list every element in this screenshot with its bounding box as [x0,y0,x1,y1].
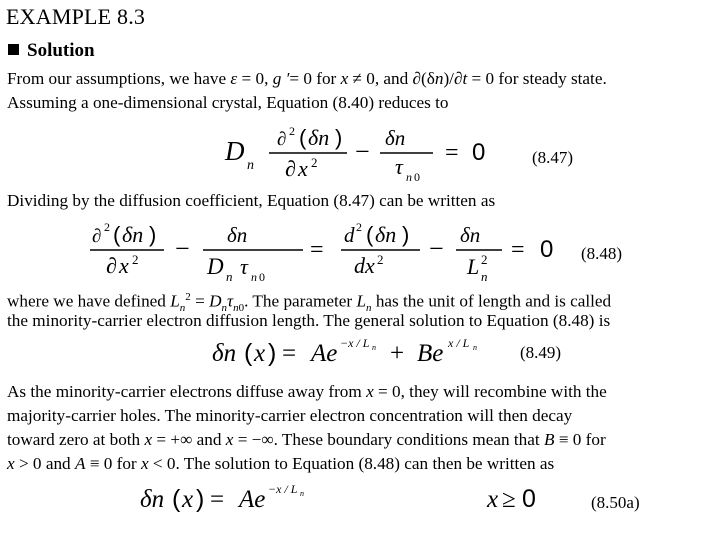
svg-text:D: D [225,136,245,166]
svg-text:∂: ∂ [285,156,296,181]
svg-text:≥: ≥ [502,486,516,513]
text-run: < 0. The solution to Equation (8.48) can then be written as [148,454,555,473]
svg-text:2: 2 [104,220,110,234]
text-run: has the unit of length and is called [371,291,612,311]
variable-n: n [434,69,444,88]
svg-text:n: n [247,158,254,173]
square-bullet-icon [8,44,19,55]
text-run: ≡ 0 for [85,454,141,473]
paragraph-4-line-3 [7,428,719,452]
text-run: = 0 for steady state. [467,69,607,88]
subscript-n: n [233,302,239,315]
subscript-n: n [179,302,186,315]
variable-L: L [356,291,367,311]
text-run: From our assumptions, we have [7,69,231,88]
svg-text:−x / L: −x / L [340,336,370,350]
svg-text:0: 0 [522,485,536,513]
equation-8-47 [225,118,505,188]
svg-text:(: ( [366,222,374,247]
svg-text:d: d [344,223,355,247]
svg-text:D: D [207,254,224,279]
svg-text:x: x [182,486,194,513]
svg-text:δn: δn [212,340,237,367]
text-run: )/∂ [443,69,463,88]
svg-text:δn: δn [308,125,330,150]
svg-text:): ) [335,125,343,150]
subscript-n: n [366,302,372,315]
epsilon-symbol: ε [230,69,238,88]
svg-text:+: + [390,340,405,367]
svg-text:2: 2 [377,252,384,267]
svg-text:Ae: Ae [239,486,266,513]
paragraph-4-line-1 [7,380,719,404]
text-run: ≠ 0, and ∂(δ [348,69,435,88]
svg-text:x: x [298,156,308,181]
subscript-n: n [221,302,227,315]
svg-text:): ) [149,222,157,247]
svg-text:∂: ∂ [106,253,117,278]
text-run: . The parameter [244,291,357,311]
svg-text:n: n [481,269,488,284]
equation-label-8-48: (8.48) [581,244,623,263]
paragraph-4-line-4 [7,452,719,476]
svg-text:δn: δn [140,486,165,513]
variable-D: D [209,291,222,311]
svg-text:(: ( [244,339,253,367]
page-title: EXAMPLE 8.3 [6,4,146,29]
equation-label-8-47: (8.47) [532,148,574,167]
svg-text:x: x [119,253,129,278]
svg-text:dx: dx [354,253,375,278]
superscript-2: 2 [185,291,191,303]
svg-text:0: 0 [540,236,554,263]
svg-text:n: n [372,343,376,352]
svg-text:n: n [300,489,304,498]
svg-text:δn: δn [122,222,144,247]
svg-text:0: 0 [472,139,486,166]
variable-B: B [543,430,555,449]
variable-t: t [462,69,468,88]
svg-text:Ae: Ae [311,340,338,367]
text-run: = 0, they will recombine with the [373,382,607,401]
svg-text:n: n [226,269,233,284]
text-run: = [190,291,210,311]
equation-8-48 [90,214,570,286]
svg-text:2: 2 [356,220,362,234]
equation-8-50a [140,479,540,519]
variable-A: A [74,454,86,473]
svg-text:−x / L: −x / L [268,482,298,496]
text-run: > 0 and [14,454,75,473]
text-run: = +∞ and [152,430,226,449]
svg-text:0: 0 [259,270,265,284]
section-heading [8,40,95,62]
subscript-zero: 0 [238,302,245,315]
text-run: ≡ 0 for [554,430,606,449]
svg-text:n: n [406,170,412,184]
svg-text:=: = [310,237,324,263]
svg-text:x / L: x / L [448,336,470,350]
svg-text:=: = [282,340,297,367]
svg-text:): ) [268,339,277,367]
svg-text:=: = [511,237,525,263]
text-run: where we have defined [7,291,171,311]
svg-text:x: x [487,486,499,513]
svg-text:∂: ∂ [277,129,287,150]
svg-text:∂: ∂ [92,226,102,247]
svg-text:(: ( [299,125,307,150]
svg-text:δn: δn [385,126,406,150]
variable-x: x [225,430,234,449]
text-run: toward zero at both [7,430,145,449]
paragraph-1-line-2: Assuming a one-dimensional crystal, Equation (8.40) reduces to [7,93,449,112]
paragraph-2: Dividing by the diffusion coefficient, Equation (8.47) can be written as [7,191,496,210]
variable-x: x [366,382,374,401]
equation-8-49 [212,333,542,373]
svg-text:): ) [196,485,205,513]
svg-text:(: ( [113,222,121,247]
paragraph-3-line-2: the minority-carrier electron diffusion length. The general solution to Equation (8.48) is [7,311,611,330]
variable-x: x [340,69,349,88]
svg-text:Be: Be [417,340,444,367]
equation-label-8-49: (8.49) [520,343,562,362]
svg-text:τ: τ [240,254,248,279]
text-run: = 0, [237,69,273,88]
svg-text:δn: δn [375,222,397,247]
svg-text:n: n [473,343,477,352]
svg-text:x: x [254,340,266,367]
g-prime-symbol: g ′ [272,69,290,88]
svg-text:): ) [402,222,410,247]
text-run: As the minority-carrier electrons diffuse away from [7,382,367,401]
svg-text:(: ( [172,485,181,513]
tau-symbol: τ [226,291,234,311]
variable-L: L [170,291,180,311]
svg-text:0: 0 [414,170,420,184]
svg-text:δn: δn [460,223,481,247]
variable-x: x [140,454,149,473]
svg-text:−: − [429,234,444,263]
section-heading-label: Solution [27,40,95,61]
equation-label-8-50a: (8.50a) [591,493,640,512]
variable-x: x [7,454,15,473]
svg-text:−: − [175,234,190,263]
svg-text:δn: δn [227,223,248,247]
svg-text:n: n [251,270,257,284]
svg-text:=: = [210,486,225,513]
text-run: = −∞. These boundary conditions mean that [233,430,544,449]
svg-text:τ: τ [395,154,403,179]
text-run: = 0 for [289,69,341,88]
svg-text:L: L [467,254,480,279]
svg-text:−: − [355,137,370,166]
svg-text:=: = [445,140,459,166]
svg-text:2: 2 [289,124,295,138]
variable-x: x [144,430,153,449]
paragraph-1-line-1 [7,67,719,91]
svg-text:2: 2 [481,252,488,267]
svg-text:2: 2 [311,155,318,170]
paragraph-4-line-2: majority-carrier holes. The minority-carrier electron concentration will then decay [7,406,573,425]
svg-text:2: 2 [132,252,139,267]
